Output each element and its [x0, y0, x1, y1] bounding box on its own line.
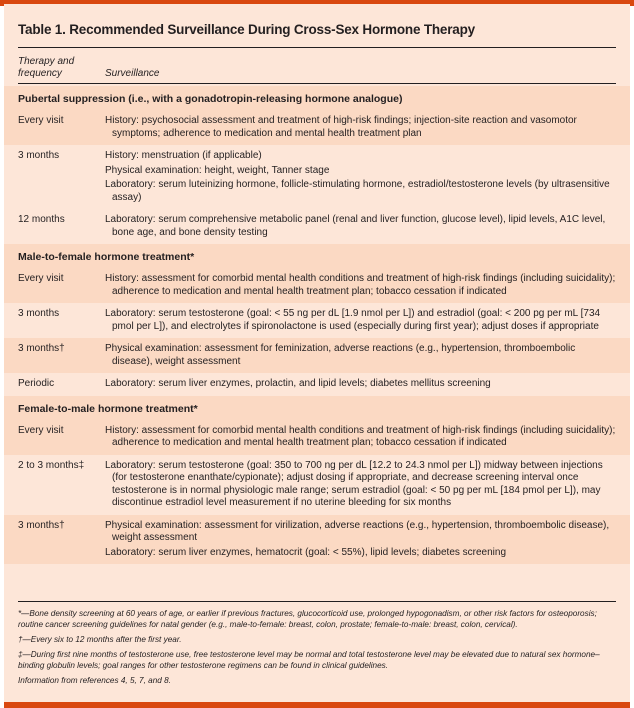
surveillance-item: Laboratory: serum comprehensive metabolic panel (renal and liver function, glucose level), lipid levels, A1C level, bone age, and bone density testing — [105, 214, 606, 238]
column-header-surveillance: Surveillance — [105, 68, 160, 79]
section-heading-female-to-male: Female-to-male hormone treatment* — [4, 396, 630, 420]
surveillance-cell — [105, 308, 630, 333]
frequency-cell: 3 months† — [18, 343, 65, 354]
surveillance-item: History: assessment for comorbid mental health conditions and treatment of high-risk findings (including suicidality); adherence to medication and mental health treatment plan; tobacco cessation if indicated — [105, 424, 616, 448]
surveillance-cell — [105, 378, 630, 391]
surveillance-item: Laboratory: serum testosterone (goal: 350 to 700 ng per dL [12.2 to 24.3 nmol per L]) midway between injections (for testosterone enanthate/cypionate); adjust dosing if appropriate, and decrease screening interval once testosterone is in normal physiologic male range; serum estradiol (goal: < 50 pg per mL [184 pmol per L]), may discontinue estradiol level measurement if no uterine bleeding for six months — [105, 459, 603, 508]
surveillance-item: Laboratory: serum testosterone (goal: < 55 ng per dL [1.9 nmol per L]) and estradiol (goal: < 200 pg per mL [734 pmol per L]), and electrolytes if spironolactone is used (especially during first year); adjust doses if appropriate — [105, 308, 601, 332]
table-row — [4, 145, 630, 209]
surveillance-item: History: psychosocial assessment and treatment of high-risk findings; injection-site reaction and vasomotor symptoms; adherence to medication and mental health treatment plan — [105, 115, 577, 139]
surveillance-cell — [105, 214, 630, 239]
surveillance-cell — [105, 425, 630, 450]
surveillance-item: Laboratory: serum liver enzymes, hematocrit (goal: < 55%), lipid levels; diabetes screening — [105, 546, 507, 558]
bottom-accent-bar — [4, 702, 630, 708]
surveillance-cell — [105, 150, 630, 204]
column-header-therapy-line1: Therapy and — [18, 56, 75, 67]
footnote-dagger: †—Every six to 12 months after the first year. — [18, 635, 182, 644]
surveillance-item: History: menstruation (if applicable) — [105, 150, 262, 161]
table-row — [4, 373, 630, 396]
footnote-asterisk: *—Bone density screening at 60 years of age, or earlier if previous fractures, glucocorticoid use, prolonged hypogonadism, or other risk factors for osteoporosis; routine cancer screening guidelines for natal gender (e.g., male-to-female: breast, colon, prostate; female-to-male: breast, colon, cervical). — [18, 609, 597, 629]
frequency-cell: 2 to 3 months‡ — [18, 459, 85, 471]
table-row — [4, 268, 630, 303]
surveillance-cell — [105, 460, 630, 510]
table-row — [4, 303, 630, 338]
surveillance-item: Physical examination: height, weight, Tanner stage — [105, 164, 330, 176]
frequency-cell: Periodic — [18, 378, 55, 389]
footnote-rule — [18, 601, 616, 602]
footnote-double-dagger: ‡—During first nine months of testosterone use, free testosterone level may be normal and total testosterone level may be elevated due to natural sex hormone–binding globulin levels; goal ranges for other testosterone regimens can be found in clinical guidelines. — [18, 650, 600, 670]
section-heading-pubertal: Pubertal suppression (i.e., with a gonadotropin-releasing hormone analogue) — [4, 86, 630, 110]
surveillance-item: Physical examination: assessment for virilization, adverse reactions (e.g., hypertension, thromboembolic disease), weight assessment — [105, 519, 610, 543]
surveillance-item: Physical examination: assessment for feminization, adverse reactions (e.g., hypertension, thromboembolic disease), weight assessment — [105, 343, 576, 367]
table-row — [4, 420, 630, 455]
surveillance-cell — [105, 115, 630, 140]
column-header-therapy — [18, 56, 74, 80]
footnote-references: Information from references 4, 5, 7, and 8. — [18, 676, 171, 685]
surveillance-cell — [105, 273, 630, 298]
surveillance-item: Laboratory: serum liver enzymes, prolactin, and lipid levels; diabetes mellitus screening — [105, 378, 491, 389]
table-title: Table 1. Recommended Surveillance During Cross-Sex Hormone Therapy — [18, 22, 475, 37]
footnotes — [18, 608, 616, 690]
section-heading-male-to-female: Male-to-female hormone treatment* — [4, 244, 630, 268]
frequency-cell: 3 months — [18, 308, 60, 319]
frequency-cell: 3 months† — [18, 519, 65, 531]
title-rule — [18, 47, 616, 48]
table-row — [4, 455, 630, 515]
surveillance-item: History: assessment for comorbid mental health conditions and treatment of high-risk findings (including suicidality); adherence to medication and mental health treatment plan; tobacco cessation if indicated — [105, 273, 616, 297]
frequency-cell: Every visit — [18, 273, 64, 284]
table-row — [4, 110, 630, 145]
frequency-cell: Every visit — [18, 115, 64, 126]
surveillance-item: Laboratory: serum luteinizing hormone, follicle-stimulating hormone, estradiol/testosterone levels (by ultrasensitive assay) — [105, 179, 610, 203]
table-row — [4, 209, 630, 244]
frequency-cell: Every visit — [18, 424, 64, 436]
surveillance-cell — [105, 343, 630, 368]
surveillance-table — [4, 86, 630, 564]
table-row — [4, 515, 630, 565]
frequency-cell: 3 months — [18, 150, 60, 161]
table-row — [4, 338, 630, 373]
column-header-therapy-line2: frequency — [18, 68, 62, 79]
frequency-cell: 12 months — [18, 214, 65, 225]
header-rule — [18, 83, 616, 84]
surveillance-cell — [105, 520, 630, 560]
